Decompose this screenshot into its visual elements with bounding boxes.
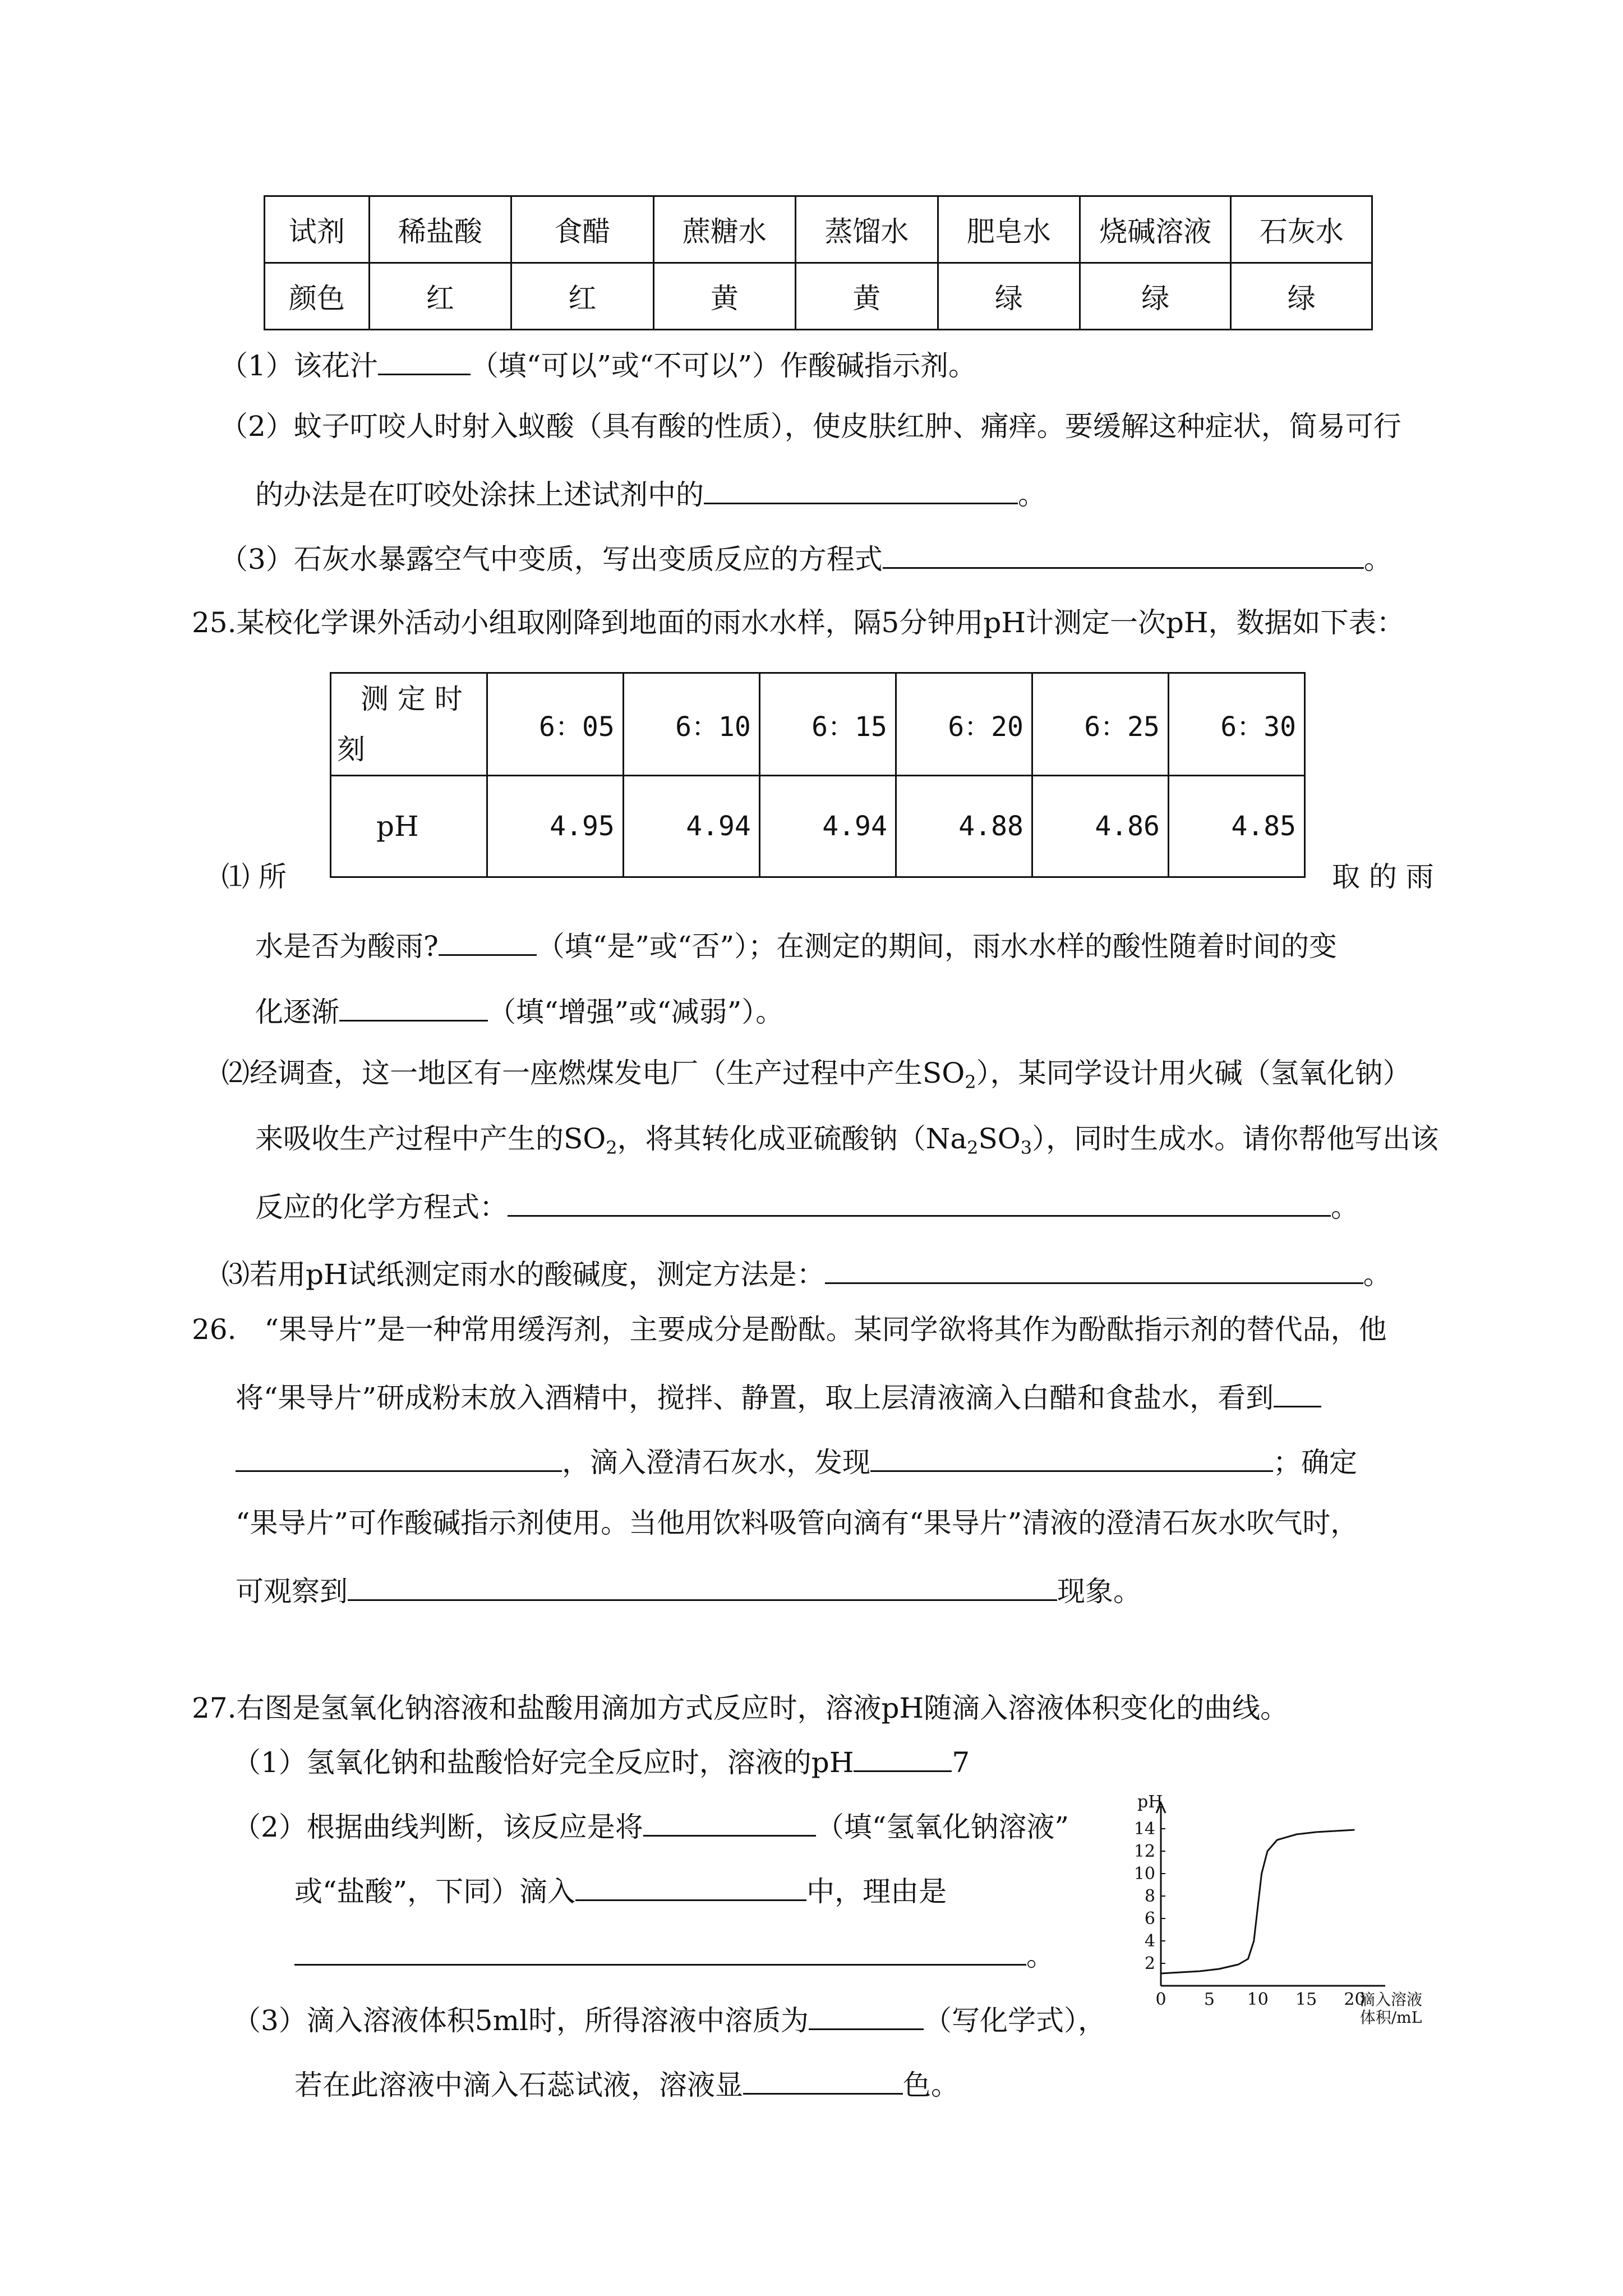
table-cell: 4.94 <box>623 776 759 877</box>
table-cell: 4.86 <box>1032 776 1168 877</box>
q27-part2-line3: 。 <box>294 1938 1054 1970</box>
answer-blank[interactable] <box>294 1938 1026 1966</box>
ph-titration-chart <box>1122 1792 1423 2039</box>
x-tick-label: 20 <box>1344 1990 1366 2009</box>
table-cell: 颜色 <box>265 263 370 330</box>
answer-blank[interactable] <box>854 1745 952 1772</box>
table-row <box>265 196 1372 263</box>
q26-line5: 可观察到 现象。 <box>236 1573 1141 1605</box>
y-tick-label: 10 <box>1133 1864 1155 1884</box>
answer-blank[interactable] <box>378 348 471 375</box>
table-cell: 4.88 <box>896 776 1032 877</box>
y-tick-label: 8 <box>1144 1887 1155 1906</box>
table-cell: 烧碱溶液 <box>1080 196 1231 263</box>
table-cell: 6：15 <box>759 673 896 776</box>
table-cell: 试剂 <box>265 196 370 263</box>
q25-part2-line3: 反应的化学方程式： 。 <box>255 1189 1359 1221</box>
answer-blank[interactable] <box>575 1874 806 1901</box>
q24-part2-line2: 的办法是在叮咬处涂抹上述试剂中的 。 <box>255 477 1046 509</box>
table-cell: 4.94 <box>759 776 896 877</box>
q27-part3-line1: （3）滴入溶液体积5ml时，所得溶液中溶质为 （写化学式）， <box>233 2003 1106 2035</box>
chart-axes <box>1134 1792 1422 2027</box>
table-cell: 4.95 <box>487 776 623 877</box>
y-tick-label: 2 <box>1144 1954 1155 1973</box>
q25-part2-line2: 来吸收生产过程中产生的$SO_2$，将其转化成亚硫酸钠$(Na_2SO_3)$，同时生成水。请你帮他写出该 <box>255 1122 1439 1158</box>
q26-line1: 26. “果导片”是一种常用缓泻剂，主要成分是酚酞。某同学欲将其作为酚酞指示剂的替代品，他 <box>192 1313 1387 1346</box>
table-cell: 6：25 <box>1032 673 1168 776</box>
q25-part1-start: ⑴ 所 <box>222 861 287 893</box>
table-cell: 稀盐酸 <box>369 196 511 263</box>
answer-blank[interactable] <box>508 1189 1331 1217</box>
x-axis-label-line1: 滴入溶液 <box>1359 1990 1423 2009</box>
table-cell: 红 <box>369 263 511 330</box>
x-tick-label: 15 <box>1295 1990 1317 2009</box>
table-cell: 蒸馏水 <box>796 196 938 263</box>
table-cell: 6：05 <box>487 673 623 776</box>
answer-blank[interactable] <box>825 1257 1363 1284</box>
indicator-table <box>264 195 1373 330</box>
y-tick-label: 14 <box>1133 1819 1155 1839</box>
table-cell: 6：30 <box>1168 673 1304 776</box>
y-tick-label: 6 <box>1144 1909 1155 1929</box>
answer-blank[interactable] <box>743 2067 903 2095</box>
q26-line2: 将“果导片”研成粉末放入酒精中，搅拌、静置，取上层清液滴入白醋和食盐水，看到 <box>236 1380 1321 1412</box>
ph-curve-line <box>1161 1830 1355 1973</box>
q25-part1-line3: 化逐渐 （填“增强”或“减弱”）。 <box>255 994 783 1026</box>
answer-blank[interactable] <box>704 477 1018 504</box>
table-header-cell: 测 定 时 刻 <box>331 673 487 776</box>
table-row <box>265 263 1372 330</box>
x-tick-label: 10 <box>1247 1990 1269 2009</box>
table-header-cell: pH <box>331 776 487 877</box>
answer-blank[interactable] <box>883 541 1364 569</box>
q26-line3: ，滴入澄清石灰水，发现 ；确定 <box>236 1444 1357 1476</box>
q24-part2-line1: （2）蚊子叮咬人时射入蚁酸（具有酸的性质），使皮肤红肿、痛痒。要缓解这种症状，简易可行 <box>220 410 1401 443</box>
answer-blank[interactable] <box>1274 1380 1321 1407</box>
y-tick-label: 4 <box>1144 1931 1155 1951</box>
table-cell: 6：20 <box>896 673 1032 776</box>
answer-blank[interactable] <box>809 2003 924 2030</box>
q25-stem: 25.某校化学课外活动小组取刚降到地面的雨水水样，隔5分钟用pH计测定一次pH，数据如下表： <box>192 606 1405 639</box>
table-cell: 红 <box>511 263 654 330</box>
q25-part1-end: 取 的 雨 <box>1332 861 1434 893</box>
table-cell: 黄 <box>796 263 938 330</box>
q26-line4: “果导片”可作酸碱指示剂使用。当他用饮料吸管向滴有“果导片”清液的澄清石灰水吹气时， <box>236 1507 1359 1539</box>
x-tick-label: 0 <box>1155 1990 1166 2009</box>
table-row <box>331 673 1305 776</box>
answer-blank[interactable] <box>643 1809 816 1837</box>
q24-part3: （3）石灰水暴露空气中变质，写出变质反应的方程式 。 <box>220 541 1392 573</box>
answer-blank[interactable] <box>870 1444 1273 1472</box>
table-cell: 蔗糖水 <box>653 196 796 263</box>
answer-blank[interactable] <box>439 928 537 956</box>
q25-part2-line1: ⑵经调查，这一地区有一座燃煤发电厂（生产过程中产生$SO_2$），某同学设计用火碱（氢氧化钠） <box>222 1057 1411 1093</box>
table-cell: 绿 <box>938 263 1080 330</box>
y-axis-label: pH <box>1137 1792 1163 1812</box>
answer-blank[interactable] <box>348 1573 1057 1601</box>
table-cell: 食醋 <box>511 196 654 263</box>
q27-part1: （1）氢氧化钠和盐酸恰好完全反应时，溶液的pH 7 <box>233 1745 970 1777</box>
answer-blank[interactable] <box>236 1444 562 1472</box>
table-cell: 绿 <box>1231 263 1372 330</box>
table-cell: 4.85 <box>1168 776 1304 877</box>
table-row <box>331 776 1305 877</box>
table-cell: 石灰水 <box>1231 196 1372 263</box>
q27-part2-line2: 或“盐酸”，下同）滴入 中，理由是 <box>294 1874 947 1906</box>
table-cell: 肥皂水 <box>938 196 1080 263</box>
chart-marks <box>1161 1830 1355 1973</box>
q27-stem: 27.右图是氢氧化钠溶液和盐酸用滴加方式反应时，溶液pH随滴入溶液体积变化的曲线。 <box>192 1692 1289 1724</box>
x-axis-label-line2: 体积/mL <box>1359 2008 1422 2027</box>
table-cell: 黄 <box>653 263 796 330</box>
answer-blank[interactable] <box>339 994 488 1022</box>
x-tick-label: 5 <box>1204 1990 1215 2009</box>
q24-part1: （1）该花汁 （填“可以”或“不可以”）作酸碱指示剂。 <box>220 348 976 380</box>
table-cell: 绿 <box>1080 263 1231 330</box>
q25-part3: ⑶若用pH试纸测定雨水的酸碱度，测定方法是： 。 <box>222 1257 1391 1289</box>
q27-part3-line2: 若在此溶液中滴入石蕊试液，溶液显 色。 <box>294 2067 959 2099</box>
ph-table <box>330 672 1306 878</box>
q25-part1-line2: 水是否为酸雨? （填“是”或“否”）；在测定的期间，雨水水样的酸性随着时间的变 <box>255 928 1337 960</box>
q27-part2-line1: （2）根据曲线判断，该反应是将 （填“氢氧化钠溶液” <box>233 1809 1069 1841</box>
y-tick-label: 12 <box>1133 1842 1155 1861</box>
table-cell: 6：10 <box>623 673 759 776</box>
